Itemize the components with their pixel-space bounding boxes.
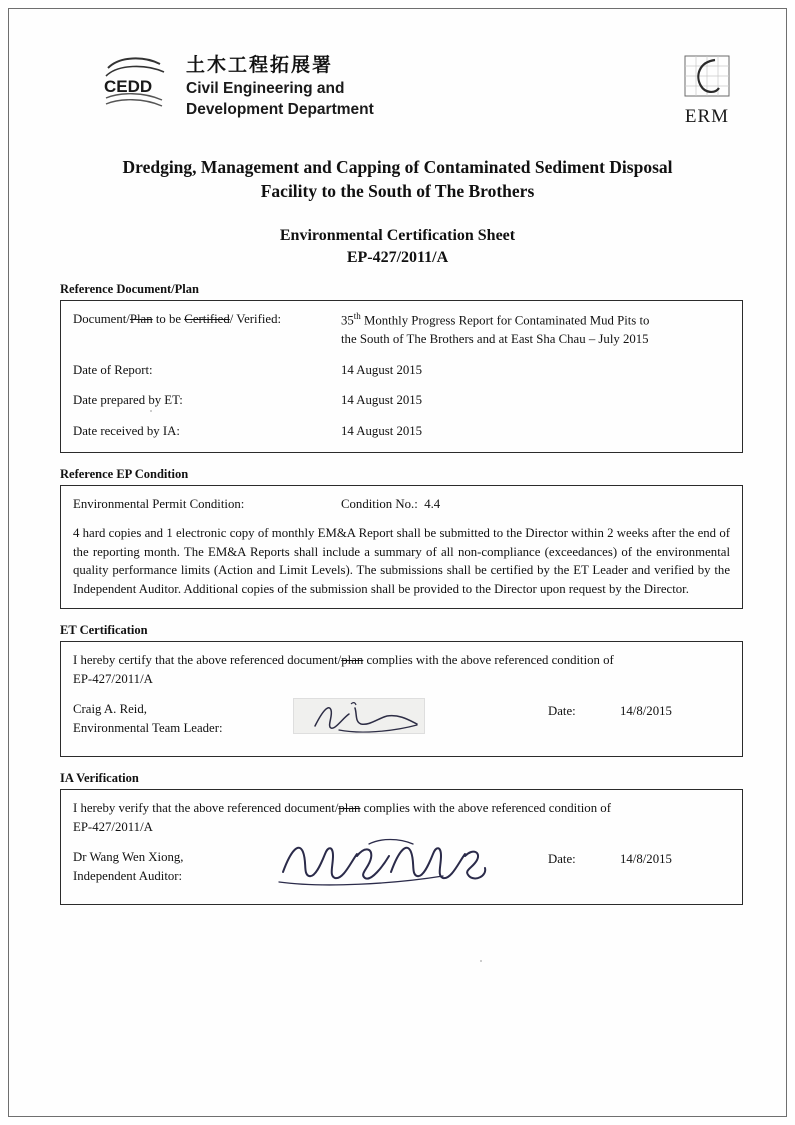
document-title-line2: Facility to the South of The Brothers <box>260 180 535 201</box>
et-statement-struck-plan: plan <box>341 653 364 668</box>
document-to-be-certified-key <box>73 310 341 329</box>
ia-date-value: 14/8/2015 <box>620 852 672 867</box>
ep-condition-head <box>73 495 730 514</box>
erm-logo-icon <box>679 54 735 104</box>
date-prepared-by-et-key: Date prepared by ET: <box>73 393 183 408</box>
doc-key-mid: to be <box>152 312 185 327</box>
ia-statement-struck-plan: plan <box>338 801 361 816</box>
reference-document-row <box>73 422 730 441</box>
svg-text:CEDD: CEDD <box>104 77 153 96</box>
et-date-value: 14/8/2015 <box>620 704 672 719</box>
reference-document-row <box>73 361 730 380</box>
cedd-name-block <box>186 52 374 120</box>
et-signature-area <box>273 700 548 744</box>
ia-signature-area <box>273 848 548 892</box>
et-statement-prefix: I hereby certify that the above referenced document/ <box>73 653 342 668</box>
ep-condition-section <box>48 467 747 609</box>
ia-auditor-title-line2: Independent Auditor: <box>73 868 183 883</box>
date-received-by-ia-key: Date received by IA: <box>73 423 180 438</box>
ia-signature-row <box>73 848 730 894</box>
cedd-english-name-line2: Development Department <box>186 101 374 119</box>
erm-logo-block <box>679 52 735 128</box>
condition-no-label: Condition No.: <box>341 497 418 512</box>
reference-document-section <box>48 282 747 453</box>
date-of-report-key: Date of Report: <box>73 362 153 377</box>
ia-verification-section <box>48 771 747 905</box>
ia-auditor-name-line1: Dr Wang Wen Xiong, <box>73 850 184 865</box>
date-of-report-value: 14 August 2015 <box>341 362 423 377</box>
et-certification-box <box>60 641 743 757</box>
document-value-line2: the South of The Brothers and at East Sha Chau – July 2015 <box>341 332 649 347</box>
ia-verification-box <box>60 789 743 905</box>
page-header <box>48 52 747 128</box>
ep-condition-key: Environmental Permit Condition: <box>73 497 245 512</box>
condition-no-value: 4.4 <box>424 497 441 512</box>
scan-speck <box>480 960 482 962</box>
ia-statement-suffix: complies with the above referenced condition of <box>360 801 611 816</box>
sheet-number: EP-427/2011/A <box>346 248 449 266</box>
et-leader-name-line1: Craig A. Reid, <box>73 702 147 717</box>
date-prepared-by-et-value: 14 August 2015 <box>341 393 423 408</box>
ia-auditor-name <box>73 848 273 885</box>
document-title-line1: Dredging, Management and Capping of Contaminated Sediment Disposal <box>122 157 673 177</box>
ep-condition-box <box>60 485 743 609</box>
reference-document-box <box>60 300 743 453</box>
sheet-title: Environmental Certification Sheet <box>279 227 516 245</box>
sheet-title-block <box>48 225 747 268</box>
doc-key-prefix: Document/ <box>73 312 130 327</box>
reference-document-row <box>73 310 730 348</box>
cedd-chinese-name: 土木工程拓展署 <box>186 54 334 76</box>
et-leader-name <box>73 700 273 737</box>
document-value-line1: 35th Monthly Progress Report for Contaminated Mud Pits to <box>341 311 650 328</box>
et-certification-section <box>48 623 747 757</box>
et-certification-label: ET Certification <box>60 623 148 638</box>
scan-speck <box>150 410 152 412</box>
reference-document-label: Reference Document/Plan <box>60 282 199 297</box>
doc-key-struck-plan: Plan <box>129 312 153 327</box>
et-certification-statement <box>73 651 730 688</box>
reference-document-row <box>73 391 730 410</box>
cedd-logo-icon <box>104 52 176 108</box>
document-title-value <box>341 310 730 348</box>
et-signature-row <box>73 700 730 746</box>
et-date-label: Date: <box>548 704 576 719</box>
doc-key-suffix: / Verified: <box>229 312 282 327</box>
ia-statement-line2: EP-427/2011/A <box>73 819 153 834</box>
signature-craig-reid-icon <box>283 692 458 750</box>
date-received-by-ia-value: 14 August 2015 <box>341 423 423 438</box>
et-statement-suffix: complies with the above referenced condition of <box>363 653 614 668</box>
ep-condition-label: Reference EP Condition <box>60 467 189 482</box>
signature-wang-wen-xiong-icon <box>273 832 513 900</box>
doc-key-struck-certified: Certified <box>184 312 230 327</box>
ep-condition-text: 4 hard copies and 1 electronic copy of monthly EM&A Report shall be submitted to the Director within 2 weeks after the end of the reporting month. The EM&A Reports shall include a summary of all non-compliance (exceedances) of the environmental quality performance limits (Action and Limit Levels). The submissions shall be certified by the ET Leader and verified by the Independent Auditor. Additional copies of the submission shall be provided to the Director upon request by the Director. <box>73 525 730 596</box>
ia-verification-label: IA Verification <box>60 771 139 786</box>
ep-condition-number <box>341 495 440 514</box>
document-title <box>68 156 727 203</box>
ia-verification-statement <box>73 799 730 836</box>
erm-name: ERM <box>684 106 730 127</box>
ia-date-label: Date: <box>548 852 576 867</box>
cedd-english-name-line1: Civil Engineering and <box>186 79 345 97</box>
ia-statement-prefix: I hereby verify that the above referenced document/ <box>73 801 339 816</box>
et-statement-line2: EP-427/2011/A <box>73 671 153 686</box>
cedd-logo-block <box>104 52 374 120</box>
et-leader-title-line2: Environmental Team Leader: <box>73 720 223 735</box>
